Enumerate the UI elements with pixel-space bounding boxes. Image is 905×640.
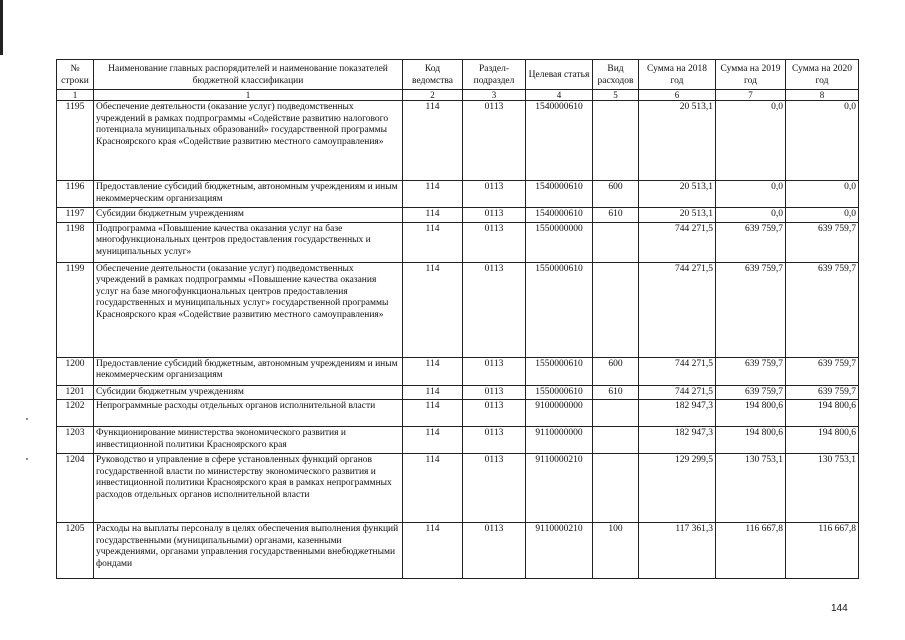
row-sum-2018: 182 947,3 bbox=[639, 427, 716, 454]
row-sum-2018: 20 513,1 bbox=[639, 208, 716, 223]
row-sum-2018: 744 271,5 bbox=[639, 385, 716, 400]
row-section: 0113 bbox=[463, 181, 526, 208]
row-sum-2018: 20 513,1 bbox=[639, 181, 716, 208]
scan-edge-mark bbox=[0, 0, 3, 55]
table-row bbox=[57, 523, 859, 579]
row-sum-2018: 744 271,5 bbox=[639, 262, 716, 357]
row-sum-2019: 130 753,1 bbox=[716, 454, 786, 523]
header-name: Наименование главных распорядителей и наименование показателей бюджетной классификации bbox=[94, 60, 403, 90]
row-sum-2019: 639 759,7 bbox=[716, 385, 786, 400]
row-sum-2018: 20 513,1 bbox=[639, 101, 716, 181]
row-section: 0113 bbox=[463, 357, 526, 385]
row-dept-code: 114 bbox=[403, 262, 463, 357]
row-section: 0113 bbox=[463, 427, 526, 454]
row-section: 0113 bbox=[463, 208, 526, 223]
row-sum-2018: 744 271,5 bbox=[639, 357, 716, 385]
row-name: Функционирование министерства экономического развития и инвестиционной политики Красноярского края bbox=[94, 427, 403, 454]
row-number: 1196 bbox=[57, 181, 94, 208]
row-sum-2019: 116 667,8 bbox=[716, 523, 786, 579]
row-target-item: 1540000610 bbox=[526, 208, 593, 223]
row-name: Обеспечение деятельности (оказание услуг) подведомственных учреждений в рамках подпрограммы «Содействие развитию налогового потенциала муниципальных образований» государственной программы Красноярского края «Содействие развитию местного самоуправления» bbox=[94, 101, 403, 181]
row-name: Обеспечение деятельности (оказание услуг) подведомственных учреждений в рамках подпрограммы «Повышение качества оказания услуг на базе многофункциональных центров предоставления государственных и муниципальных услуг» государственной программы Красноярского края «Содействие развитию местного самоуправления» bbox=[94, 262, 403, 357]
row-name: Предоставление субсидий бюджетным, автономным учреждениям и иным некоммерческим организациям bbox=[94, 357, 403, 385]
table-row bbox=[57, 454, 859, 523]
budget-table bbox=[56, 59, 859, 579]
column-number: 7 bbox=[716, 90, 786, 101]
row-expense-type bbox=[593, 400, 639, 427]
row-section: 0113 bbox=[463, 101, 526, 181]
row-sum-2020: 0,0 bbox=[786, 101, 859, 181]
row-dept-code: 114 bbox=[403, 454, 463, 523]
header-row bbox=[57, 60, 859, 90]
row-name: Предоставление субсидий бюджетным, автономным учреждениям и иным некоммерческим организациям bbox=[94, 181, 403, 208]
row-name: Расходы на выплаты персоналу в целях обеспечения выполнения функций государственными (муниципальными) органами, казенными учреждениями, органами управления государственными внебюджетными фондами bbox=[94, 523, 403, 579]
header-sum-2020: Сумма на 2020 год bbox=[786, 60, 859, 90]
row-number: 1195 bbox=[57, 101, 94, 181]
row-name: Непрограммные расходы отдельных органов исполнительной власти bbox=[94, 400, 403, 427]
row-target-item: 1550000610 bbox=[526, 262, 593, 357]
row-expense-type: 600 bbox=[593, 357, 639, 385]
row-number: 1202 bbox=[57, 400, 94, 427]
row-expense-type bbox=[593, 427, 639, 454]
row-section: 0113 bbox=[463, 262, 526, 357]
table-row bbox=[57, 208, 859, 223]
row-expense-type bbox=[593, 222, 639, 262]
row-sum-2020: 639 759,7 bbox=[786, 385, 859, 400]
scan-speck bbox=[26, 418, 28, 420]
header-section: Раздел-подраздел bbox=[463, 60, 526, 90]
row-target-item: 1540000610 bbox=[526, 181, 593, 208]
table-row bbox=[57, 262, 859, 357]
row-dept-code: 114 bbox=[403, 101, 463, 181]
row-sum-2019: 639 759,7 bbox=[716, 357, 786, 385]
row-dept-code: 114 bbox=[403, 523, 463, 579]
header-sum-2018: Сумма на 2018 год bbox=[639, 60, 716, 90]
row-number: 1198 bbox=[57, 222, 94, 262]
column-number: 4 bbox=[526, 90, 593, 101]
row-sum-2018: 182 947,3 bbox=[639, 400, 716, 427]
row-section: 0113 bbox=[463, 385, 526, 400]
row-sum-2019: 0,0 bbox=[716, 101, 786, 181]
row-number: 1201 bbox=[57, 385, 94, 400]
column-number-row bbox=[57, 90, 859, 101]
table-row bbox=[57, 400, 859, 427]
page-number: 144 bbox=[831, 603, 848, 614]
row-expense-type bbox=[593, 101, 639, 181]
row-sum-2019: 639 759,7 bbox=[716, 262, 786, 357]
row-sum-2020: 0,0 bbox=[786, 181, 859, 208]
table-row bbox=[57, 181, 859, 208]
column-number: 1 bbox=[94, 90, 403, 101]
row-number: 1205 bbox=[57, 523, 94, 579]
row-target-item: 1550000000 bbox=[526, 222, 593, 262]
header-target-item: Целевая статья bbox=[526, 60, 593, 90]
row-name: Подпрограмма «Повышение качества оказания услуг на базе многофункциональных центров предоставления государственных и муниципальных услуг» bbox=[94, 222, 403, 262]
row-target-item: 9110000000 bbox=[526, 427, 593, 454]
row-dept-code: 114 bbox=[403, 427, 463, 454]
row-expense-type: 600 bbox=[593, 181, 639, 208]
row-sum-2018: 117 361,3 bbox=[639, 523, 716, 579]
row-dept-code: 114 bbox=[403, 400, 463, 427]
row-sum-2018: 129 299,5 bbox=[639, 454, 716, 523]
row-target-item: 9110000210 bbox=[526, 523, 593, 579]
row-expense-type: 100 bbox=[593, 523, 639, 579]
table-row bbox=[57, 101, 859, 181]
row-section: 0113 bbox=[463, 400, 526, 427]
row-dept-code: 114 bbox=[403, 222, 463, 262]
row-section: 0113 bbox=[463, 222, 526, 262]
row-sum-2019: 0,0 bbox=[716, 181, 786, 208]
row-section: 0113 bbox=[463, 454, 526, 523]
row-sum-2020: 639 759,7 bbox=[786, 357, 859, 385]
row-sum-2020: 639 759,7 bbox=[786, 222, 859, 262]
row-number: 1204 bbox=[57, 454, 94, 523]
row-dept-code: 114 bbox=[403, 208, 463, 223]
row-name: Субсидии бюджетным учреждениям bbox=[94, 208, 403, 223]
row-sum-2020: 0,0 bbox=[786, 208, 859, 223]
header-dept-code: Код ведомства bbox=[403, 60, 463, 90]
row-expense-type: 610 bbox=[593, 208, 639, 223]
row-section: 0113 bbox=[463, 523, 526, 579]
row-target-item: 1550000610 bbox=[526, 357, 593, 385]
row-target-item: 9100000000 bbox=[526, 400, 593, 427]
table-row bbox=[57, 385, 859, 400]
row-dept-code: 114 bbox=[403, 357, 463, 385]
column-number: 6 bbox=[639, 90, 716, 101]
row-sum-2019: 194 800,6 bbox=[716, 427, 786, 454]
row-dept-code: 114 bbox=[403, 385, 463, 400]
header-sum-2019: Сумма на 2019 год bbox=[716, 60, 786, 90]
column-number: 3 bbox=[463, 90, 526, 101]
row-sum-2020: 194 800,6 bbox=[786, 427, 859, 454]
row-dept-code: 114 bbox=[403, 181, 463, 208]
row-sum-2020: 194 800,6 bbox=[786, 400, 859, 427]
column-number: 1 bbox=[57, 90, 94, 101]
row-number: 1199 bbox=[57, 262, 94, 357]
header-expense-type: Вид расходов bbox=[593, 60, 639, 90]
scan-speck bbox=[26, 458, 28, 460]
row-sum-2019: 0,0 bbox=[716, 208, 786, 223]
row-expense-type bbox=[593, 454, 639, 523]
column-number: 8 bbox=[786, 90, 859, 101]
row-number: 1200 bbox=[57, 357, 94, 385]
row-name: Субсидии бюджетным учреждениям bbox=[94, 385, 403, 400]
row-expense-type bbox=[593, 262, 639, 357]
table-row bbox=[57, 427, 859, 454]
row-number: 1197 bbox=[57, 208, 94, 223]
column-number: 2 bbox=[403, 90, 463, 101]
row-sum-2019: 639 759,7 bbox=[716, 222, 786, 262]
header-row-number: № строки bbox=[57, 60, 94, 90]
row-target-item: 1550000610 bbox=[526, 385, 593, 400]
row-sum-2019: 194 800,6 bbox=[716, 400, 786, 427]
row-sum-2020: 639 759,7 bbox=[786, 262, 859, 357]
row-target-item: 1540000610 bbox=[526, 101, 593, 181]
row-target-item: 9110000210 bbox=[526, 454, 593, 523]
row-sum-2018: 744 271,5 bbox=[639, 222, 716, 262]
row-number: 1203 bbox=[57, 427, 94, 454]
row-sum-2020: 116 667,8 bbox=[786, 523, 859, 579]
row-name: Руководство и управление в сфере установленных функций органов государственной власти по министерству экономического развития и инвестиционной политики Красноярского края в рамках непрограммных расходов отдельных органов исполнительной власти bbox=[94, 454, 403, 523]
table-row bbox=[57, 222, 859, 262]
row-expense-type: 610 bbox=[593, 385, 639, 400]
column-number: 5 bbox=[593, 90, 639, 101]
row-sum-2020: 130 753,1 bbox=[786, 454, 859, 523]
table-row bbox=[57, 357, 859, 385]
